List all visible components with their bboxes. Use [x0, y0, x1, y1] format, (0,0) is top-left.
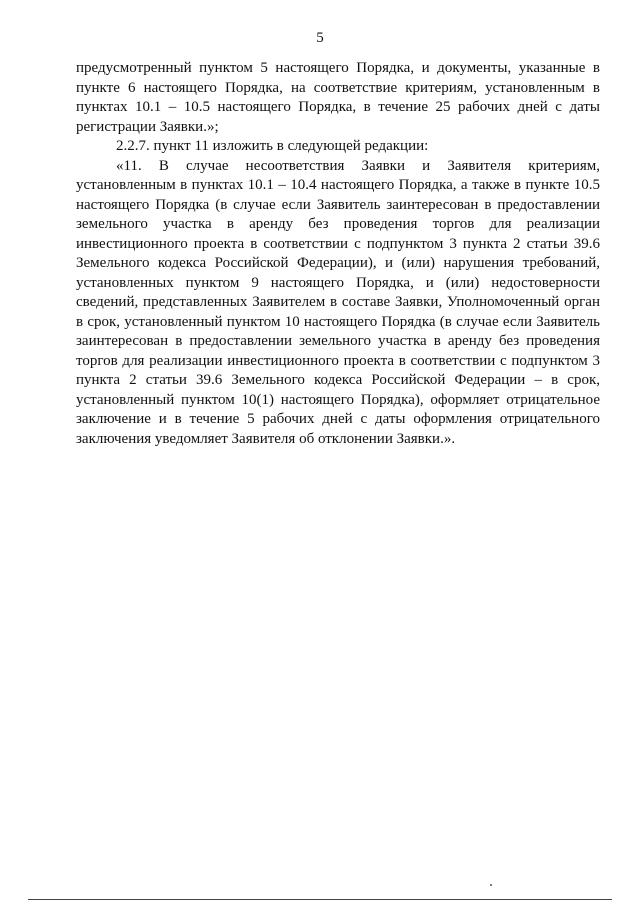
page-bottom-line: [28, 899, 612, 900]
paragraph-amendment-intro: 2.2.7. пункт 11 изложить в следующей редакции:: [116, 138, 429, 154]
document-body: [76, 59, 600, 449]
paragraph-continuation: предусмотренный пунктом 5 настоящего Порядка, и документы, указанные в пункте 6 настоящего Порядка, на соответствие критериям, установленным в пунктах 10.1 – 10.5 настоящего Порядка, в течение 25 рабочих дней с даты регистрации Заявки.»;: [76, 60, 600, 135]
paragraph-clause-11: «11. В случае несоответствия Заявки и Заявителя критериям, установленным в пунктах 10.1 – 10.4 настоящего Порядка, а также в пункте 10.5 настоящего Порядка (в случае если Заявитель заинтересован в предоставлении земельного участка в аренду без проведения торгов для реализации инвестиционного проекта в соответствии с подпунктом 3 пункта 2 статьи 39.6 Земельного кодекса Российской Федерации), и (или) нарушения требований, установленных пунктом 9 настоящего Порядка, и (или) недостоверности сведений, представленных Заявителем в составе Заявки, Уполномоченный орган в срок, установленный пунктом 10 настоящего Порядка (в случае если Заявитель заинтересован в предоставлении земельного участка в аренду без проведения торгов для реализации инвестиционного проекта в соответствии с подпунктом 3 пункта 2 статьи 39.6 Земельного кодекса Российской Федерации – в срок, установленный пунктом 10(1) настоящего Порядка), оформляет отрицательное заключение и в течение 5 рабочих дней с даты оформления отрицательного заключения уведомляет Заявителя об отклонении Заявки.».: [76, 157, 600, 447]
page-number: 5: [316, 30, 324, 46]
scan-speck: [490, 884, 492, 886]
